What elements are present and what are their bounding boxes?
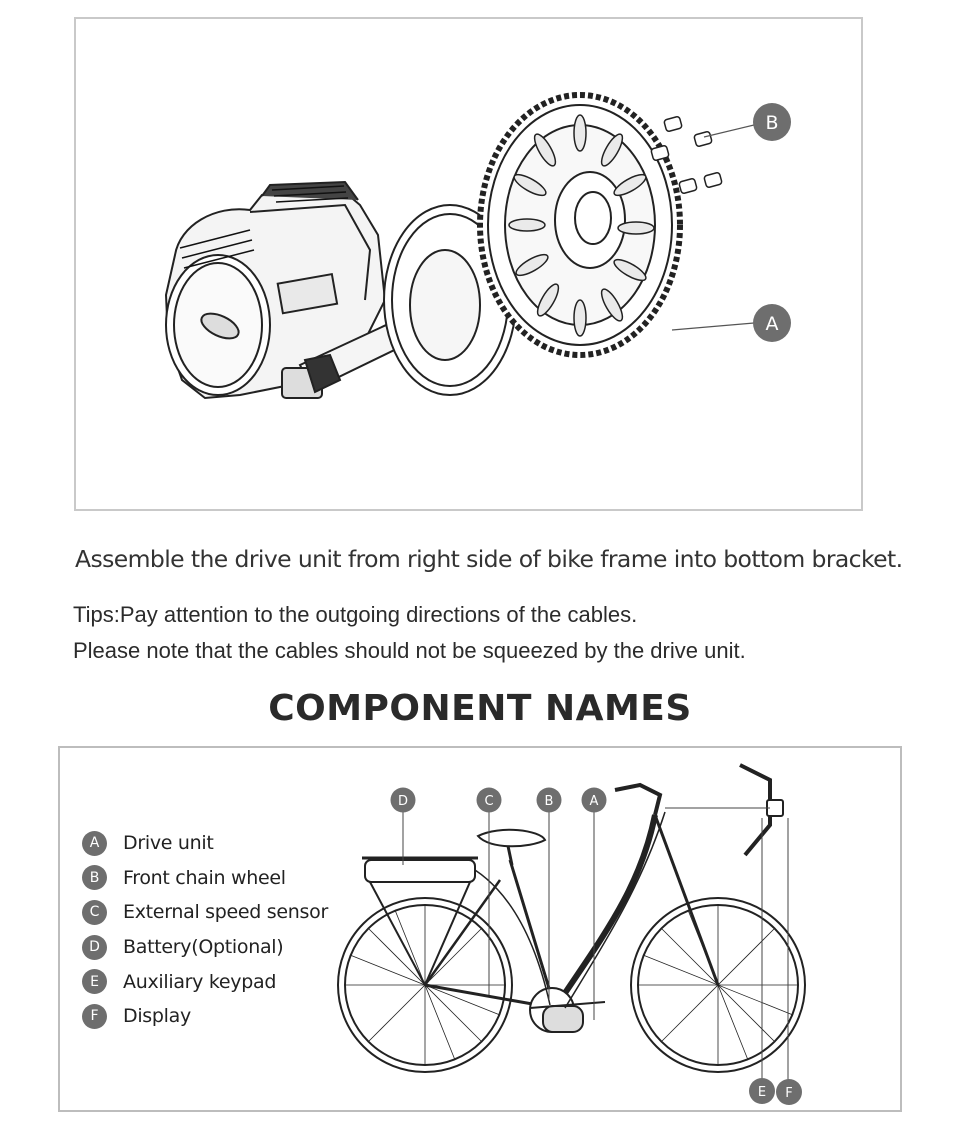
drive-unit: [543, 1006, 583, 1032]
assembly-instruction: Assemble the drive unit from right side of bike frame into bottom bracket.: [75, 545, 903, 573]
legend-label: Display: [123, 1005, 191, 1028]
callout-b: [753, 103, 791, 141]
bike-callout-d-label: D: [397, 794, 409, 809]
battery-pack: [365, 860, 475, 882]
callout-a-label: A: [765, 313, 779, 335]
legend-label: Battery(Optional): [123, 936, 284, 959]
bike-callout-c-label: C: [484, 794, 494, 809]
section-title: COMPONENT NAMES: [268, 688, 692, 729]
legend-badge: D: [82, 935, 107, 960]
bike-callout-a: [582, 788, 607, 813]
callout-a: [753, 304, 791, 342]
bike-callout-b-label: B: [544, 794, 554, 809]
bike-callout-f: [776, 1079, 802, 1105]
legend-label: Drive unit: [123, 832, 214, 855]
legend-label: Front chain wheel: [123, 866, 286, 889]
legend-badge: A: [82, 831, 107, 856]
bike-callout-d: [391, 788, 416, 813]
legend-label: External speed sensor: [123, 901, 328, 924]
bike-callout-f-label: F: [785, 1086, 793, 1101]
bike-callout-b: [537, 788, 562, 813]
legend-badge: F: [82, 1004, 107, 1029]
legend-badge: B: [82, 865, 107, 890]
legend-badge: C: [82, 900, 107, 925]
tip-line-1: Tips:Pay attention to the outgoing directions of the cables.: [73, 602, 638, 627]
bike-callout-e-label: E: [757, 1085, 767, 1100]
bike-callout-a-label: A: [589, 794, 599, 809]
legend-label: Auxiliary keypad: [123, 970, 277, 993]
drive-unit-illustration: [0, 0, 960, 520]
bike-callout-c: [477, 788, 502, 813]
bike-illustration: [0, 740, 960, 1120]
callout-b-label: B: [765, 112, 779, 134]
bike-callout-e: [749, 1078, 775, 1104]
legend-badge: E: [82, 969, 107, 994]
tip-line-2: Please note that the cables should not be squeezed by the drive unit.: [73, 638, 746, 663]
